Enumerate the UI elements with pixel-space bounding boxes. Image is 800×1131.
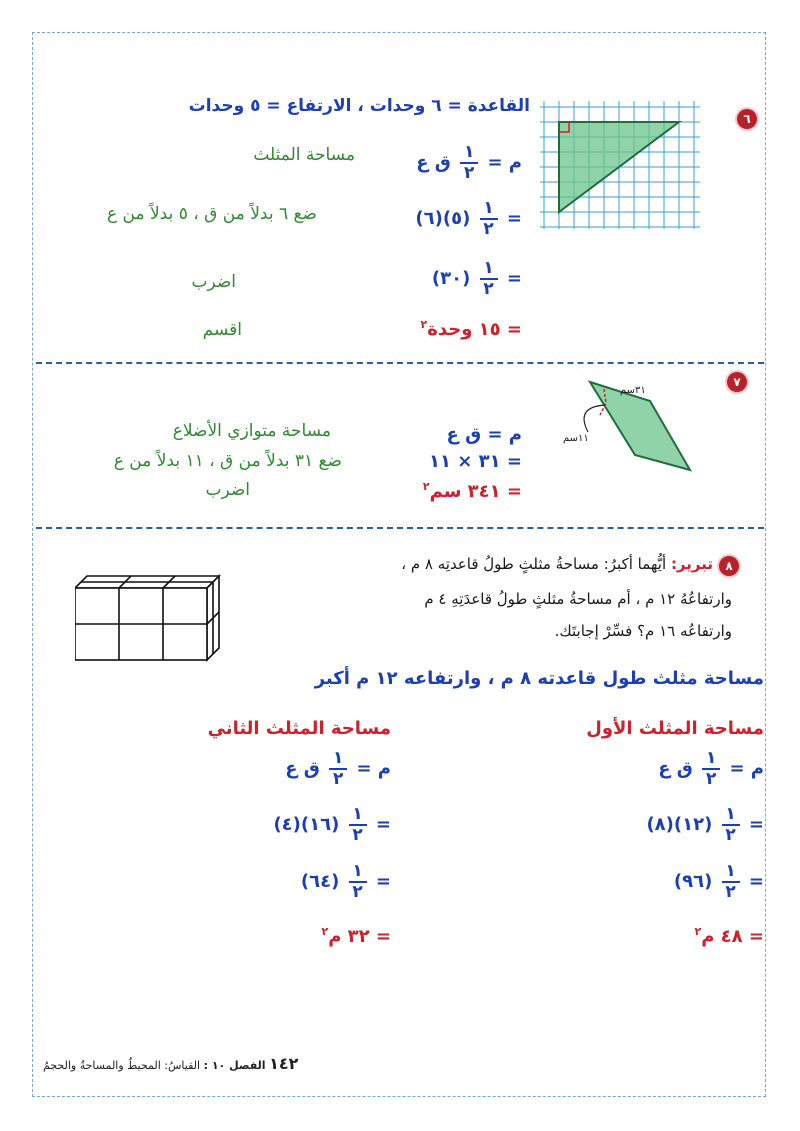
half-fraction: $\frac{١}{٢}$ (722, 806, 740, 844)
chapter-title: القياسُ: المحيطُ والمساحةُ والحجمُ (43, 1059, 201, 1072)
page-footer (43, 1054, 298, 1073)
q8-text-line2: وارتفاعُهُ ١٢ م ، أم مساحةُ مثلثٍ طولُ قاعدَتِهِ ٤ م (424, 590, 732, 608)
second-line4: = ٣٢ م$^٢$ (321, 925, 391, 947)
q6-line4: = ١٥ وحدة$^٢$ (420, 318, 522, 340)
q6-line1-end: ق ع (416, 152, 451, 173)
q8-answer: مساحة مثلث طول قاعدته ٨ م ، وارتفاعه ١٢ م أكبر (314, 668, 764, 689)
question-7-badge: ٧ (727, 372, 747, 392)
q7-line1-note: مساحة متوازي الأضلاع (172, 421, 331, 441)
half-fraction: $\frac{١}{٢}$ (460, 144, 478, 182)
first-line1: م = $\frac{١}{٢}$ ق ع (658, 748, 764, 789)
q6-given: القاعدة = ٦ وحدات ، الارتفاع = ٥ وحدات (188, 96, 530, 116)
q6-line2-note: ضع ٦ بدلاً من ق ، ٥ بدلاً من ع (106, 204, 317, 224)
q6-line1-start: م = (487, 152, 522, 173)
section-divider (36, 527, 764, 529)
q6-line1-note: مساحة المثلث (253, 145, 355, 165)
half-fraction: $\frac{١}{٢}$ (702, 750, 720, 788)
q6-line4-note: اقسم (202, 320, 242, 340)
q6-line3-note: اضرب (191, 272, 236, 292)
second-line1: م = $\frac{١}{٢}$ ق ع (285, 748, 391, 789)
q6-line3: = $\frac{١}{٢}$ (٣٠) (431, 258, 522, 299)
first-line3: = $\frac{١}{٢}$ (٩٦) (673, 861, 764, 902)
triangle-grid-figure (540, 101, 700, 229)
q6-line1 (416, 144, 522, 182)
second-triangle-title: مساحة المثلث الثاني (207, 718, 391, 739)
parallelogram-top-label: ٣١سم (620, 385, 646, 396)
half-fraction: $\frac{١}{٢}$ (329, 750, 347, 788)
q8-text-line3: وارتفاعُه ١٦ م؟ فسِّرْ إجابتَك. (554, 622, 732, 640)
q7-line3: = ٣٤١ سم$^٢$ (422, 480, 522, 502)
half-fraction: $\frac{١}{٢}$ (349, 863, 367, 901)
q7-line2: = ٣١ × ١١ (429, 451, 522, 472)
page-number: ١٤٢ (269, 1054, 299, 1073)
half-fraction: $\frac{١}{٢}$ (722, 863, 740, 901)
half-fraction: $\frac{١}{٢}$ (349, 806, 367, 844)
q7-line1: م = ق ع (446, 424, 522, 445)
second-line3: = $\frac{١}{٢}$ (٦٤) (300, 861, 391, 902)
first-line4: = ٤٨ م$^٢$ (694, 925, 764, 947)
label-arrow (584, 405, 605, 432)
q7-line2-note: ضع ٣١ بدلاً من ق ، ١١ بدلاً من ع (113, 451, 342, 471)
half-fraction: $\frac{١}{٢}$ (480, 200, 498, 238)
parallelogram-side-label: ١١سم (563, 433, 589, 444)
second-line2: = $\frac{١}{٢}$ (١٦)(٤) (273, 804, 391, 845)
q7-line3-note: اضرب (205, 480, 250, 500)
chapter-label: الفصل ١٠ : (203, 1059, 266, 1072)
question-6-badge: ٦ (737, 109, 757, 129)
q6-line2: = $\frac{١}{٢}$ (٥)(٦) (415, 198, 522, 239)
cube-stack-figure (75, 566, 225, 666)
q8-text-line1: تبرير: أيُّهما أكبرُ: مساحةُ مثلثٍ طولُ قاعدتِه ٨ م ، (401, 555, 713, 573)
first-triangle-title: مساحة المثلث الأول (586, 718, 764, 739)
half-fraction: $\frac{١}{٢}$ (480, 260, 498, 298)
first-line2: = $\frac{١}{٢}$ (١٢)(٨) (646, 804, 764, 845)
section-divider (36, 362, 764, 364)
question-8-badge: ٨ (719, 556, 739, 576)
